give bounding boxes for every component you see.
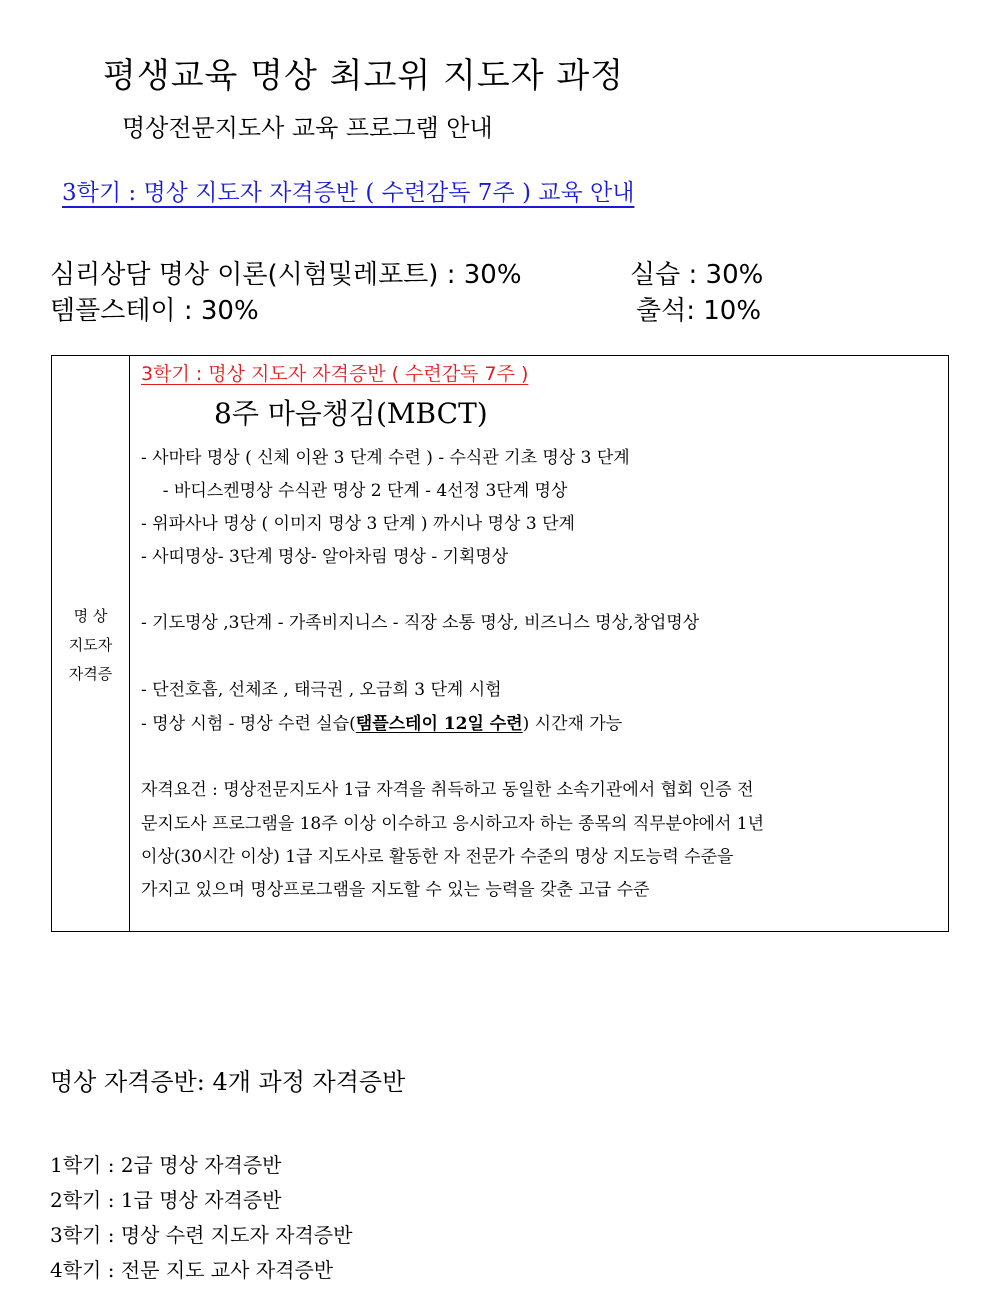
grading-theory: 심리상담 명상 이론(시험및레포트) : 30%	[50, 260, 522, 290]
page-subtitle: 명상전문지도사 교육 프로그램 안내	[122, 114, 493, 142]
curriculum-line: - 위파사나 명상 ( 이미지 명상 3 단계 ) 까시나 명상 3 단계	[141, 514, 575, 534]
table-heading: 3학기 : 명상 지도자 자격증반 ( 수련감독 7주 )	[141, 363, 529, 385]
requirement-line: 가지고 있으며 명상프로그램을 지도할 수 있는 능력을 갖춘 고급 수준	[141, 880, 650, 900]
curriculum-line: - 사마타 명상 ( 신체 이완 3 단계 수련 ) - 수식관 기초 명상 3 단계	[141, 448, 630, 468]
course-title: 8주 마음챙김(MBCT)	[214, 397, 488, 430]
grading-templestay: 템플스테이 : 30%	[50, 296, 259, 326]
exam-line	[141, 709, 622, 734]
side-label-line: 명 상	[73, 607, 108, 625]
requirement-line: 자격요건 : 명상전문지도사 1급 자격을 취득하고 동일한 소속기관에서 협회 인증 전	[141, 780, 754, 800]
table-side-label	[52, 602, 129, 689]
table-divider	[129, 356, 130, 931]
semester-item: 1학기 : 2급 명상 자격증반	[50, 1153, 282, 1177]
grading-row-1	[50, 254, 764, 291]
curriculum-line: - 사띠명상- 3단계 명상- 알아차림 명상 - 기획명상	[141, 547, 509, 567]
requirement-line: 이상(30시간 이상) 1급 지도사로 활동한 자 전문가 수준의 명상 지도능력 수준을	[141, 847, 734, 867]
curriculum-line: - 단전호흡, 선체조 , 태극권 , 오금희 3 단계 시험	[141, 680, 502, 700]
exam-line-prefix: - 명상 시험 - 명상 수련 실습(	[141, 714, 356, 734]
side-label-line: 지도자	[68, 636, 113, 654]
program-table	[51, 355, 949, 932]
grading-practice: 실습 : 30%	[630, 260, 764, 290]
curriculum-line: - 기도명상 ,3단계 - 가족비지니스 - 직장 소통 명상, 비즈니스 명상,창업명상	[141, 613, 700, 633]
side-label-line: 자격증	[68, 665, 113, 683]
exam-line-emphasis: 탬플스테이 12일 수련	[355, 714, 523, 734]
grading-attendance: 출석: 10%	[636, 296, 762, 326]
grading-row-2	[50, 290, 762, 327]
semester-item: 3학기 : 명상 수련 지도자 자격증반	[50, 1223, 353, 1247]
semester-item: 2학기 : 1급 명상 자격증반	[50, 1188, 282, 1212]
semester-heading: 3학기 : 명상 지도자 자격증반 ( 수련감독 7주 ) 교육 안내	[62, 180, 635, 206]
exam-line-suffix: ) 시간재 가능	[522, 714, 623, 734]
certification-title: 명상 자격증반: 4개 과정 자격증반	[50, 1068, 406, 1096]
curriculum-line: - 바디스켄명상 수식관 명상 2 단계 - 4선정 3단계 명상	[152, 481, 568, 501]
page-title: 평생교육 명상 최고위 지도자 과정	[103, 56, 625, 96]
requirement-line: 문지도사 프로그램을 18주 이상 이수하고 응시하고자 하는 종목의 직무분야에서 1년	[141, 814, 765, 834]
semester-item: 4학기 : 전문 지도 교사 자격증반	[50, 1258, 334, 1282]
